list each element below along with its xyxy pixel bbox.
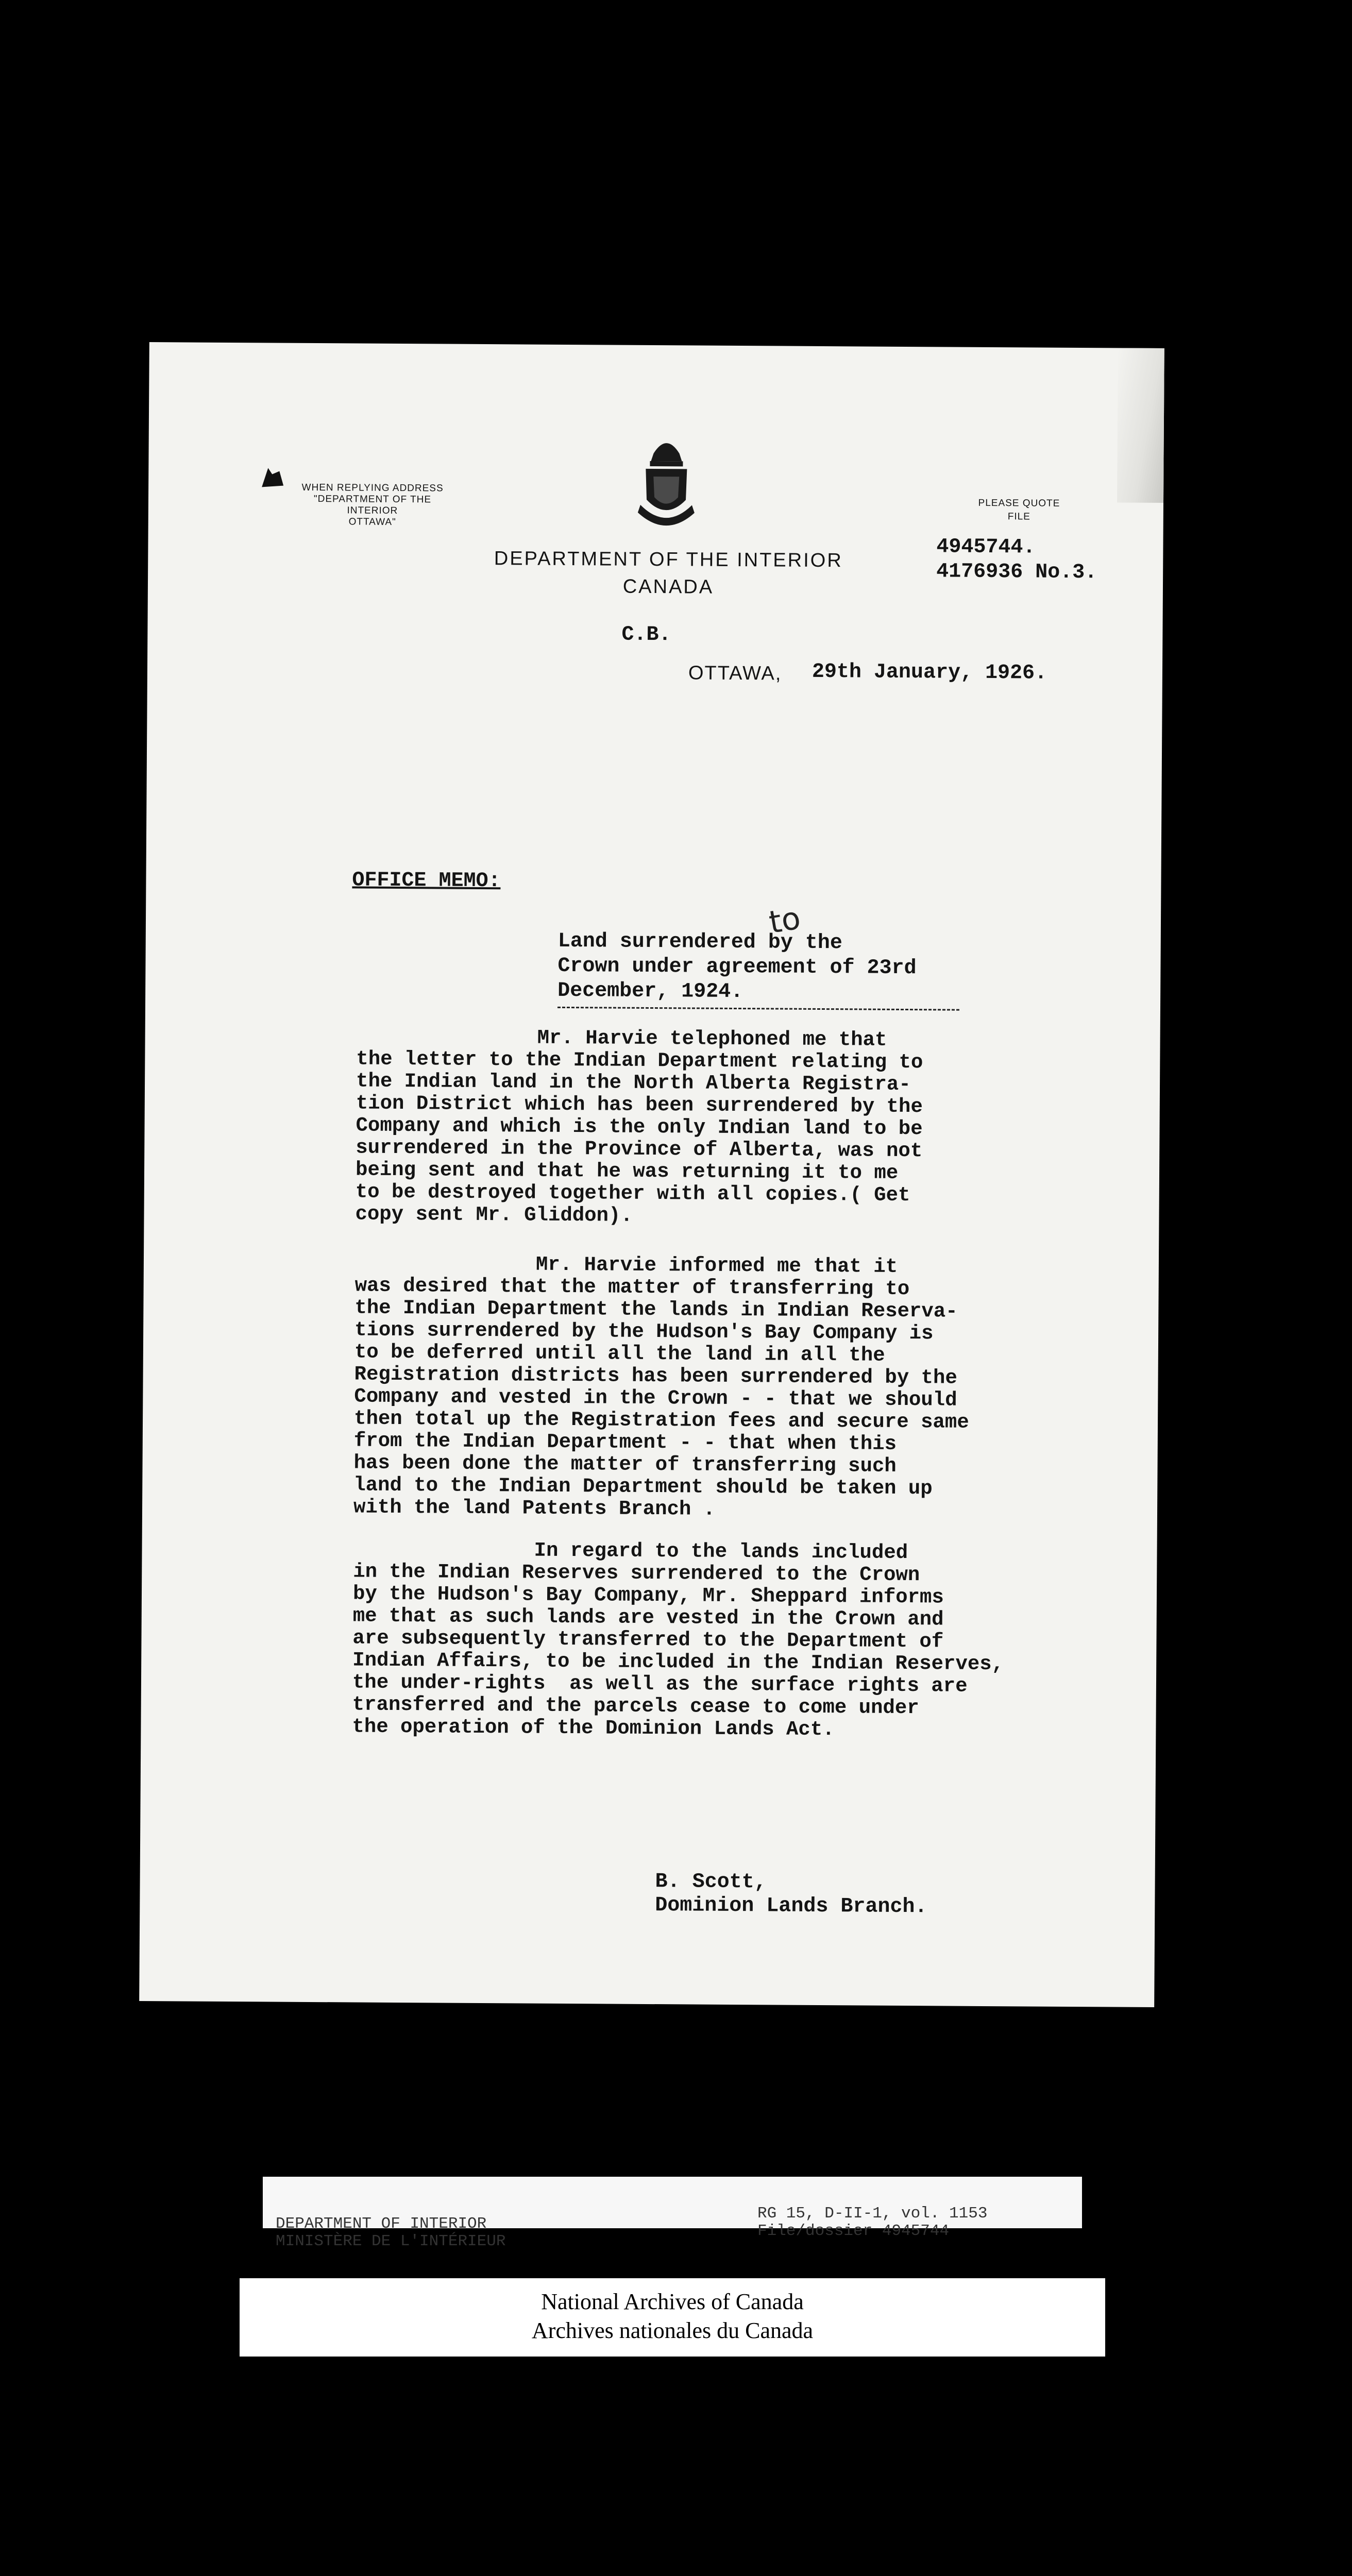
memo-paragraph-2: Mr. Harvie informed me that it was desired that the matter of transferring to the Indian Department the lands in Indian Reserva- tions surrendered by the Hudson's Bay Company is to be deferred until all the land in all the Registration districts has been surrendered by the Company and vested in the Crown - - that we should then total up the Registration fees and secure same from the Indian Department - - that when this has been done the matter of transferring such land to the Indian Department should be taken up with the land Patents Branch . [353,1252,969,1521]
department-name: DEPARTMENT OF THE INTERIOR [494,548,843,572]
archive-name-fr: Archives nationales du Canada [531,2318,814,2343]
memo-date: 29th January, 1926. [812,660,1047,685]
reference-strip [263,2177,1082,2250]
archive-label [240,2278,1105,2357]
reference-file: RG 15, D-II-1, vol. 1153 File/dossier 4945744 [757,2205,988,2240]
ink-blot-icon [257,464,288,495]
file-numbers: 4945744. 4176936 No.3. [936,535,1097,585]
office-code: C.B. [621,623,671,647]
subject-divider [557,1007,959,1011]
reference-department: DEPARTMENT OF INTERIOR MINISTÈRE DE L'INTÉRIEUR [276,2215,506,2250]
memo-subject: Land surrendered by the Crown under agreement of 23rd December, 1924. [557,929,917,1004]
department-country: CANADA [622,575,714,598]
archive-name-en: National Archives of Canada [541,2289,804,2314]
coat-of-arms-icon [625,433,708,536]
please-quote-label: PLEASE QUOTE FILE [978,497,1060,522]
page-fold [1117,348,1164,503]
memo-paragraph-1: Mr. Harvie telephoned me that the letter to the Indian Department relating to the Indian land in the North Alberta Registra- tion District which has been surrendered by the Company and which is the only Indian land to be surrendered in the Province of Alberta, was not being sent and that he was returning it to me to be destroyed together with all copies.( Get copy sent Mr. Gliddon). [355,1025,923,1227]
memo-page [139,342,1164,2007]
memo-paragraph-3: In regard to the lands included in the Indian Reserves surrendered to the Crown by the Hudson's Bay Company, Mr. Sheppard informs me that as such lands are vested in the Crown and are subsequently transferred to the Department of Indian Affairs, to be included in the Indian Reserves, the under-rights as well as the surface rights are transferred and the parcels cease to come under the operation of the Dominion Lands Act. [352,1538,1004,1741]
signature-block: B. Scott, Dominion Lands Branch. [655,1870,927,1919]
memo-heading: OFFICE MEMO: [352,869,501,893]
handwritten-correction: to [766,900,803,941]
reply-address: WHEN REPLYING ADDRESS "DEPARTMENT OF THE INTERIOR OTTAWA" [301,482,444,528]
place-label: OTTAWA, [688,662,782,685]
